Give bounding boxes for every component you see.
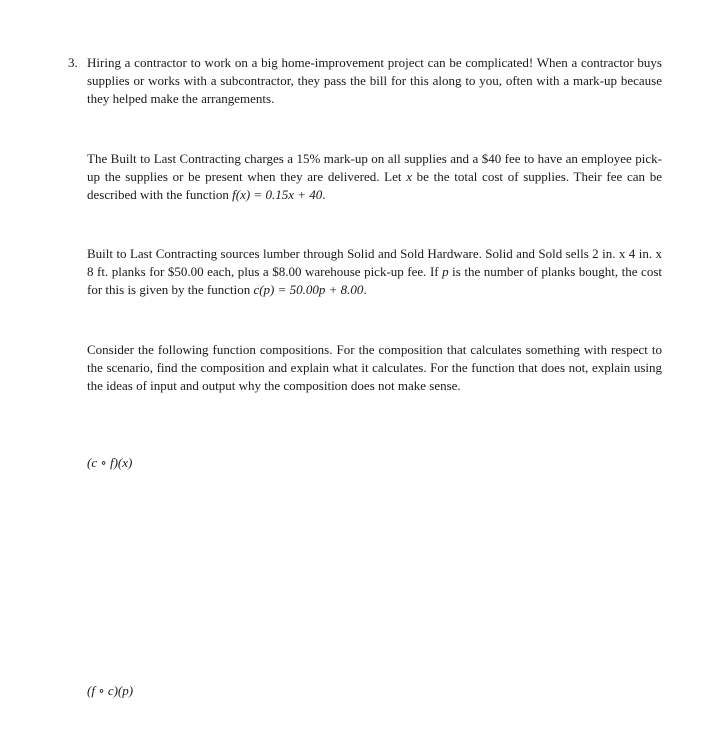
lumber-paragraph <box>87 245 662 299</box>
contractor-variable: x <box>406 169 412 184</box>
problem-number: 3. <box>68 55 78 70</box>
lumber-variable: p <box>442 264 449 279</box>
contractor-text-a: The Built to Last Contracting charges a 15% mark-up on all supplies and a $40 fee to have an employee pick-up the supplies or be present when they are delivered. Let <box>87 151 662 184</box>
lumber-text-c: . <box>363 282 367 297</box>
lumber-text-a: Built to Last Contracting sources lumber through Solid and Sold Hardware. Solid and Sold sells 2 in. x 4 in. x 8 ft. planks for $50.00 each, plus a $8.00 warehouse pick-up fee. If <box>87 246 662 279</box>
contractor-text-c: . <box>322 187 326 202</box>
contractor-function: f(x) = 0.15x + 40 <box>232 187 323 202</box>
contractor-paragraph <box>87 150 662 204</box>
composition-f-of-c: (f ∘ c)(p) <box>87 683 134 698</box>
composition-c-of-f: (c ∘ f)(x) <box>87 455 133 470</box>
intro-paragraph: Hiring a contractor to work on a big home-improvement project can be complicated! When a contractor buys supplies or works with a subcontractor, they pass the bill for this along to you, often with a mark-up because they helped make the arrangements. <box>87 55 662 106</box>
lumber-text-b: is the number of planks bought, the cost for this is given by the function <box>87 264 662 297</box>
instructions-paragraph: Consider the following function compositions. For the composition that calculates something with respect to the scenario, find the composition and explain what it calculates. For the function that does not, explain using the ideas of input and output why the composition does not make sense. <box>87 342 662 393</box>
lumber-function: c(p) = 50.00p + 8.00 <box>253 282 364 297</box>
contractor-text-b: be the total cost of supplies. Their fee can be described with the function <box>87 169 662 202</box>
